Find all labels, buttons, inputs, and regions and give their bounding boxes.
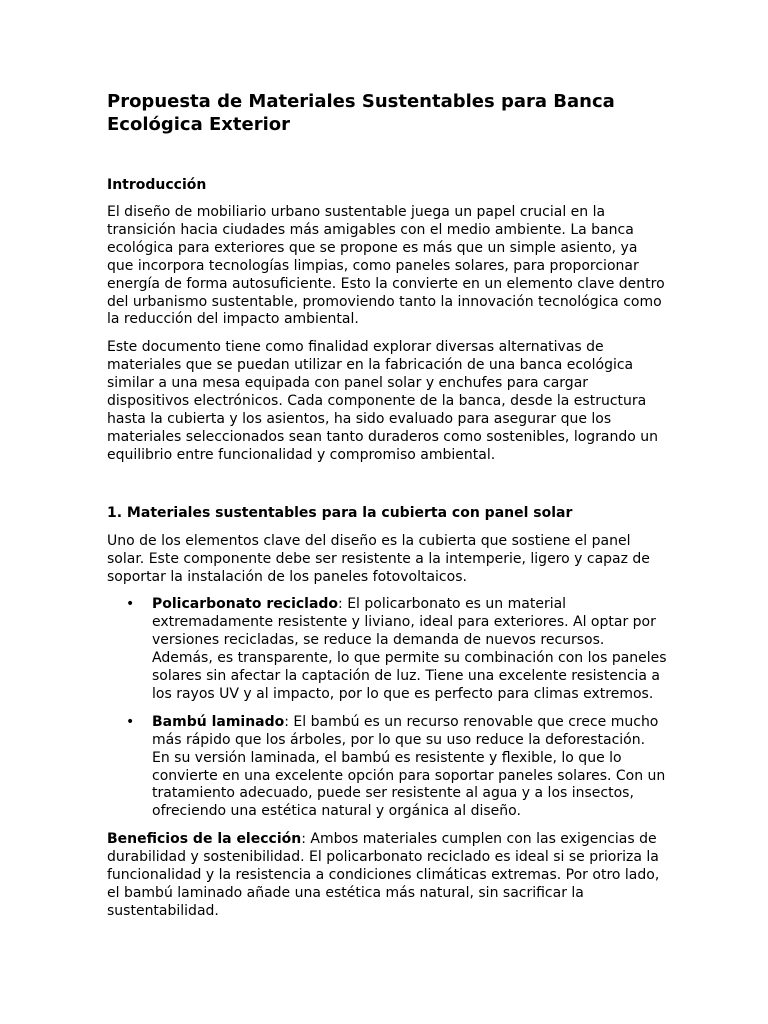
list-item xyxy=(107,714,667,821)
bullet-text: : El policarbonato es un material extremadamente resistente y liviano, ideal para exteriores. Al optar por versiones recicladas, se reduce la demanda de nuevos recursos. Además, es transparente, lo que permite su combinación con los paneles solares sin afectar la captación de luz. Tiene una excelente resistencia a los rayos UV y al impacto, por lo que es perfecto para climas extremos. xyxy=(152,596,667,702)
benefits-term: Beneficios de la elección xyxy=(107,831,302,848)
intro-heading: Introducción xyxy=(107,177,207,193)
bullet-term: Bambú laminado xyxy=(152,713,285,730)
list-item xyxy=(107,596,667,703)
bullet-text: : El bambú es un recurso renovable que crece mucho más rápido que los árboles, por lo que su uso reduce la deforestación. En su versión laminada, el bambú es resistente y flexible, lo que lo convierte en una excelente opción para soportar paneles solares. Con un tratamiento adecuado, puede ser resistente al agua y a los insectos, ofreciendo una estética natural y orgánica al diseño. xyxy=(152,713,666,820)
benefits-text: : Ambos materiales cumplen con las exigencias de durabilidad y sostenibilidad. El policarbonato reciclado es ideal si se prioriza la funcionalidad y la resistencia a condiciones climáticas extremas. Por otro lado, el bambú laminado añade una estética más natural, sin sacrificar la sustentabilidad. xyxy=(107,831,660,919)
benefits-paragraph xyxy=(107,831,667,921)
document-title: Propuesta de Materiales Sustentables para Banca Ecológica Exterior xyxy=(107,91,615,135)
intro-paragraph-1: El diseño de mobiliario urbano sustentable juega un papel crucial en la transición hacia ciudades más amigables con el medio ambiente. La banca ecológica para exteriores que se propone es más que un simple asiento, ya que incorpora tecnologías limpias, como paneles solares, para proporcionar energía de forma autosuficiente. Esto la convierte en un elemento clave dentro del urbanismo sustentable, promoviendo tanto la innovación tecnológica como la reducción del impacto ambiental. xyxy=(107,204,665,328)
bullet-icon: • xyxy=(126,596,135,613)
bullet-icon: • xyxy=(126,713,135,730)
bullet-term: Policarbonato reciclado xyxy=(152,596,339,613)
section-1-heading: 1. Materiales sustentables para la cubierta con panel solar xyxy=(107,504,573,521)
intro-paragraph-2: Este documento tiene como finalidad explorar diversas alternativas de materiales que se puedan utilizar en la fabricación de una banca ecológica similar a una mesa equipada con panel solar y enchufes para cargar dispositivos electrónicos. Cada componente de la banca, desde la estructura hasta la cubierta y los asientos, ha sido evaluado para asegurar que los materiales seleccionados sean tanto duraderos como sostenibles, logrando un equilibrio entre funcionalidad y compromiso ambiental. xyxy=(107,339,659,463)
materials-list xyxy=(107,596,667,821)
section-1-paragraph: Uno de los elementos clave del diseño es la cubierta que sostiene el panel solar. Este componente debe ser resistente a la intemperie, ligero y capaz de soportar la instalación de los paneles fotovoltaicos. xyxy=(107,532,650,585)
document-page xyxy=(107,90,667,921)
